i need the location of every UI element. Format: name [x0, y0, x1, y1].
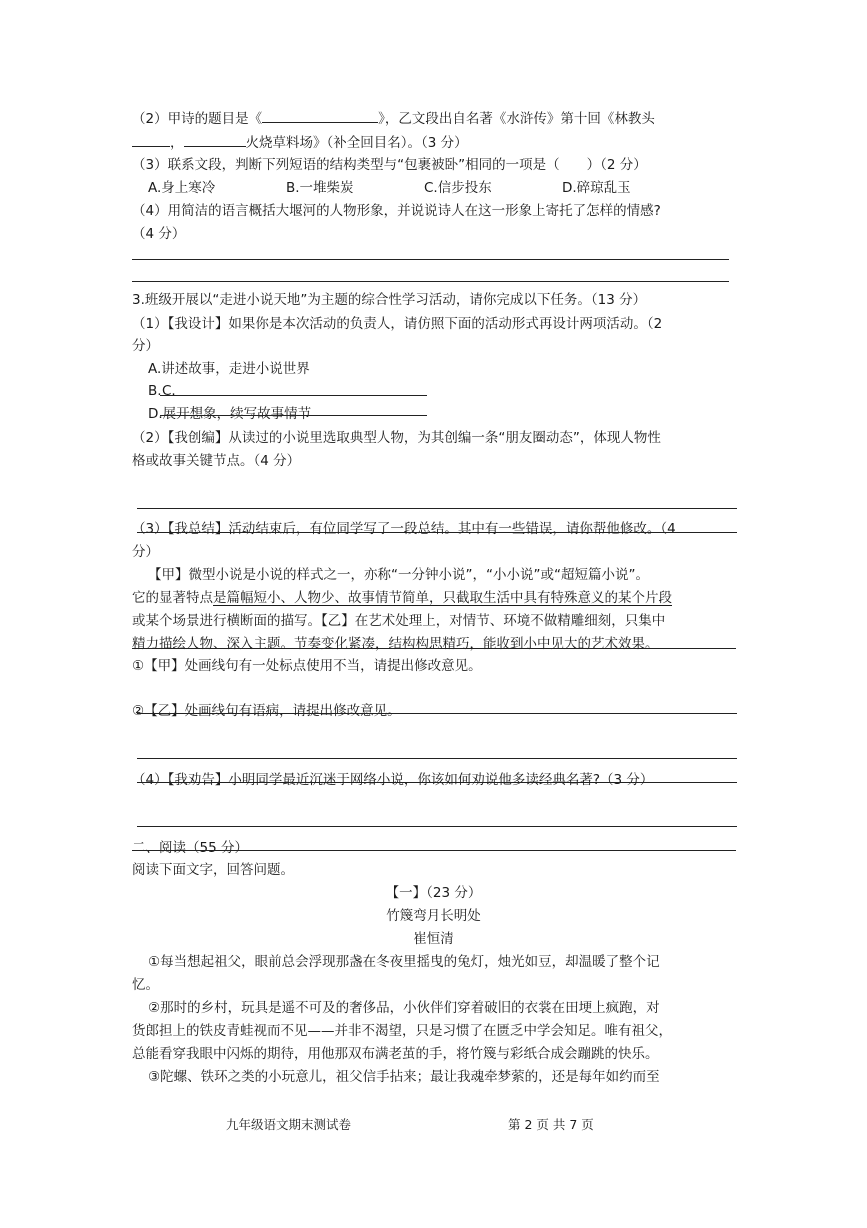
- answer-line-q4-1[interactable]: [132, 259, 729, 260]
- q2-line1: [132, 108, 655, 129]
- reading-part-heading: 【一】（23 分）: [385, 885, 482, 901]
- activity-a: A.讲述故事，走进小说世界: [148, 361, 310, 377]
- q4-stem-line1: （4）用简洁的语言概括大堰河的人物形象，并说说诗人在这一形象上寄托了怎样的情感?: [132, 203, 661, 219]
- q3-option-c[interactable]: C.信步投东: [424, 180, 492, 196]
- footer-page-number: 第 2 页 共 7 页: [508, 1117, 594, 1132]
- q4-stem-line2: （4 分）: [132, 226, 186, 242]
- article-p1-line2: 忆。: [132, 977, 159, 993]
- section3-title: 3.班级开展以“走进小说天地”为主题的综合性学习活动，请你完成以下任务。（13 分）: [132, 292, 647, 308]
- summary-line3: 或某个场景进行横断面的描写。【乙】在艺术处理上，对情节、环境不做精雕细刻，只集中: [132, 613, 666, 629]
- q3-option-a[interactable]: A.身上寒冷: [148, 180, 216, 196]
- answer-line-q4-2[interactable]: [132, 281, 729, 282]
- q2-line2: [132, 132, 468, 153]
- q2-comma: ，: [170, 135, 184, 151]
- article-p1-line1: ①每当想起祖父，眼前总会浮现那盏在冬夜里摇曳的兔灯，烛光如豆，却温暖了整个记: [148, 954, 660, 970]
- activity-d: D.展开想象，续写故事情节: [148, 406, 312, 422]
- summary-line4: 精力描绘人物、深入主题。节奏变化紧凑，结构构思精巧，能收到小中见大的艺术效果。: [132, 636, 659, 652]
- article-p2-line1: ②那时的乡村，玩具是遥不可及的奢侈品，小伙伴们穿着破旧的衣裳在田埂上疯跑，对: [148, 1000, 660, 1016]
- s3-q1-line1: （1）【我设计】如果你是本次活动的负责人，请仿照下面的活动形式再设计两项活动。（2: [132, 316, 663, 332]
- activity-b: B.: [148, 383, 162, 399]
- footer-exam-title: 九年级语文期末测试卷: [226, 1117, 352, 1132]
- activity-c: C.: [162, 383, 176, 399]
- section-divider: [132, 850, 736, 851]
- q3-stem: （3）联系文段，判断下列短语的结构类型与“包裹被卧”相同的一项是（ ）（2 分）: [132, 157, 647, 173]
- article-title: 竹篾弯月长明处: [386, 908, 481, 924]
- summary-line1: 【甲】微型小说是小说的样式之一，亦称“一分钟小说”，“小小说”或“超短篇小说”。: [148, 567, 649, 583]
- s3-q3-line2: 分）: [132, 544, 159, 560]
- s3-q2-line1: （2）【我创编】从读过的小说里选取典型人物，为其创编一条“朋友圈动态”，体现人物性: [132, 430, 661, 446]
- s3-q2-line2: 格或故事关键节点。（4 分）: [132, 453, 301, 469]
- q2-text-c: 火烧草料场》（补全回目名）。（3 分）: [245, 135, 468, 151]
- summary-underlined-jia: 是篇幅短小、人物少、故事情节简单，只截取生活中具有特殊意义的某个片段: [213, 590, 672, 606]
- answer-blank-chapter-2[interactable]: [184, 132, 246, 147]
- q3-option-b[interactable]: B.一堆柴炭: [286, 180, 354, 196]
- summary-line2: [132, 588, 672, 608]
- sub-question-1: ①【甲】处画线句有一处标点使用不当，请提出修改意见。: [132, 658, 482, 674]
- article-p3-line1: ③陀螺、铁环之类的小玩意儿，祖父信手拈来；最让我魂牵梦萦的，还是每年如约而至: [148, 1069, 660, 1085]
- s3-q3-line1: （3）【我总结】活动结束后，有位同学写了一段总结。其中有一些错误，请你帮他修改。（4: [132, 521, 676, 537]
- article-p2-line2: 货郎担上的铁皮青蛙视而不见——并非不渴望，只是习惯了在匮乏中学会知足。唯有祖父，: [132, 1023, 672, 1039]
- answer-line-sub1[interactable]: [137, 713, 737, 714]
- sub-question-2: ②【乙】处画线句有语病，请提出修改意见。: [132, 703, 401, 719]
- s3-q4: （4）【我劝告】小明同学最近沉迷于网络小说，你该如何劝说他多读经典名著?（3 分）: [132, 772, 654, 788]
- article-p2-line3: 总能看穿我眼中闪烁的期待，用他那双布满老茧的手，将竹篾与彩纸合成会蹦跳的快乐。: [132, 1046, 659, 1062]
- answer-blank-chapter-1[interactable]: [132, 132, 170, 147]
- q3-options: [148, 178, 700, 198]
- answer-blank-poem-title[interactable]: [262, 108, 378, 123]
- article-author: 崔恒清: [413, 931, 454, 947]
- answer-line-activity-c[interactable]: [160, 415, 427, 416]
- answer-line-sub2[interactable]: [137, 758, 737, 759]
- answer-line-q4-advice-2[interactable]: [137, 826, 737, 827]
- q3-option-d[interactable]: D.碎琼乱玉: [562, 180, 631, 196]
- reading-instruction: 阅读下面文字，回答问题。: [132, 862, 294, 878]
- answer-line-moments[interactable]: [137, 508, 737, 509]
- answer-line-q4-advice[interactable]: [137, 782, 737, 783]
- answer-line-moments-2[interactable]: [137, 532, 737, 533]
- underline-yi-sentence: [132, 648, 736, 649]
- reading-section-heading: 二、阅读（55 分）: [132, 840, 248, 856]
- summary-line2-a: 它的显著特点: [132, 590, 213, 606]
- q2-text-b: 》，乙文段出自名著《水浒传》第十回《林教头: [378, 111, 655, 127]
- answer-line-activity-b[interactable]: [160, 395, 427, 396]
- s3-q1-line2: 分）: [132, 338, 159, 354]
- q2-text-a: （2）甲诗的题目是《: [132, 111, 263, 127]
